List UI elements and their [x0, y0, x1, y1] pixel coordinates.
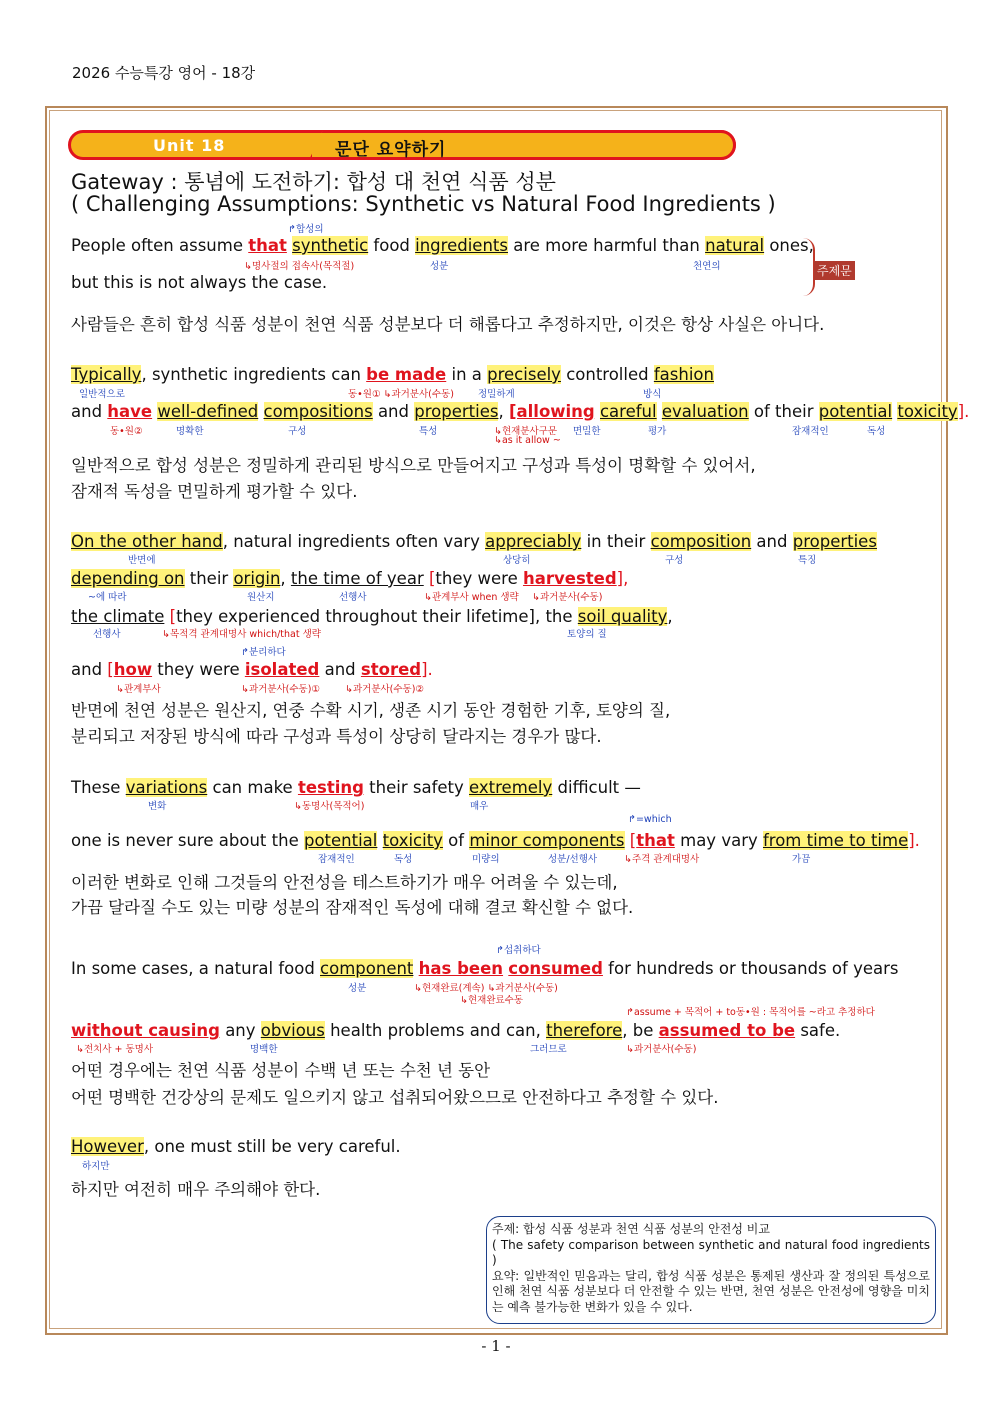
korean-translation: 일반적으로 합성 성분은 정밀하게 관리된 방식으로 만들어지고 구성과 특성이 명확할 수 있어서,	[71, 456, 756, 475]
text: safe.	[795, 1021, 841, 1040]
text-key: consumed	[508, 959, 603, 978]
text: , one must still be very careful.	[143, 1137, 401, 1156]
sentence-line	[71, 1137, 401, 1156]
text-highlight: However	[71, 1137, 144, 1156]
text-key: without causing	[71, 1021, 220, 1040]
text: and	[71, 660, 108, 679]
sentence-line	[71, 365, 714, 384]
annotation: 하지만	[82, 1161, 110, 1172]
annotation: 동•원②	[110, 426, 143, 437]
text: ones,	[764, 236, 814, 255]
text: food	[368, 236, 416, 255]
text: and	[751, 532, 793, 551]
sentence-line: but this is not always the case.	[71, 273, 328, 292]
text: and	[319, 660, 361, 679]
text-underline: the climate	[71, 607, 165, 626]
text: their safety	[363, 778, 470, 797]
text: they experienced throughout their lifetime	[176, 607, 529, 626]
annotation: ↳명사절의 접속사(목적절)	[244, 261, 355, 272]
text-key: stored	[360, 660, 422, 679]
annotation: 선행사	[93, 629, 121, 640]
annotation: ↱=which	[628, 814, 672, 825]
annotation: ↳목적격 관계대명사 which/that 생략	[162, 629, 321, 640]
text-highlight: properties	[792, 532, 877, 551]
annotation: ~에 따라	[88, 592, 127, 603]
text-key: have	[107, 402, 153, 421]
annotation: 면밀한	[573, 426, 601, 437]
text-highlight: toxicity	[897, 402, 958, 421]
annotation: 명확한	[176, 426, 204, 437]
annotation: ↳관계부사	[116, 684, 161, 695]
text-highlight: appreciably	[485, 532, 582, 551]
text-bracket: ].	[908, 831, 920, 850]
text: they were	[435, 569, 523, 588]
text-key: testing	[297, 778, 364, 797]
summary-box	[486, 1216, 936, 1324]
text: , be	[622, 1021, 659, 1040]
topic-sentence-tag: 주제문	[814, 261, 855, 280]
text: People often assume	[71, 236, 249, 255]
text-highlight: careful	[599, 402, 657, 421]
text-highlight: minor components	[469, 831, 625, 850]
annotation: ↳과거분사(수동)①	[241, 684, 320, 695]
sentence-line	[71, 778, 641, 797]
annotation: 방식	[643, 389, 662, 400]
text-highlight: component	[320, 959, 414, 978]
text: and	[71, 402, 108, 421]
text-highlight: On the other hand	[71, 532, 223, 551]
gateway-subtitle: ( Challenging Assumptions: Synthetic vs Natural Food Ingredients )	[71, 192, 776, 216]
text: health problems and can,	[324, 1021, 547, 1040]
annotation: 독성	[867, 426, 886, 437]
text: ], the	[528, 607, 578, 626]
text: they were	[152, 660, 245, 679]
text: are more harmful than	[507, 236, 706, 255]
text-highlight: variations	[125, 778, 208, 797]
text: for hundreds or thousands of years	[602, 959, 899, 978]
annotation: 가끔	[792, 854, 811, 865]
text: ,	[667, 607, 673, 626]
annotation: 성분	[348, 983, 367, 994]
korean-translation: 가끔 달라질 수도 있는 미량 성분의 잠재적인 독성에 대해 결코 확신할 수 없다.	[71, 898, 634, 917]
annotation: ↳관계부사 when 생략	[424, 592, 519, 603]
text-highlight: extremely	[469, 778, 553, 797]
text-highlight: fashion	[653, 365, 714, 384]
annotation: ↱섭취하다	[496, 945, 541, 956]
unit-banner	[68, 130, 736, 160]
annotation: ↳as it allow ~	[494, 435, 561, 446]
text-key: isolated	[244, 660, 320, 679]
summary-topic-english: ( The safety comparison between synthetic and natural food ingredients )	[492, 1237, 930, 1267]
text-bracket: ].	[421, 660, 433, 679]
text-bracket: [	[428, 569, 436, 588]
text-highlight: synthetic	[292, 236, 369, 255]
annotation: 선행사	[339, 592, 367, 603]
text-bracket: ].	[957, 402, 970, 421]
sentence-line	[71, 236, 814, 255]
text-highlight: Typically	[71, 365, 142, 384]
annotation: 성분	[430, 261, 449, 272]
text-bracket: [	[107, 660, 114, 679]
text-highlight: ingredients	[415, 236, 508, 255]
annotation: ↱분리하다	[241, 647, 286, 658]
sentence-line	[71, 607, 673, 626]
gateway-title: Gateway : 통념에 도전하기: 합성 대 천연 식품 성분	[71, 170, 556, 194]
text-highlight: precisely	[487, 365, 561, 384]
annotation: 정밀하게	[478, 389, 515, 400]
unit-title: 문단 요약하기	[335, 140, 447, 160]
annotation: 상당히	[503, 555, 531, 566]
text: , natural ingredients often vary	[222, 532, 486, 551]
korean-translation: 반면에 천연 성분은 원산지, 연중 수확 시기, 생존 시기 동안 경험한 기후, 토양의 질,	[71, 701, 671, 720]
annotation: ↳현재분사구문	[494, 426, 558, 437]
text: one is never sure about the	[71, 831, 304, 850]
summary-topic: 주제: 합성 식품 성분과 천연 식품 성분의 안전성 비교	[492, 1222, 770, 1236]
annotation: 특징	[798, 555, 817, 566]
annotation: 명백한	[250, 1044, 278, 1055]
annotation: 천연의	[693, 261, 721, 272]
text-highlight: evaluation	[661, 402, 749, 421]
annotation: 평가	[648, 426, 667, 437]
korean-translation: 이러한 변화로 인해 그것들의 안전성을 테스트하기가 매우 어려울 수 있는데,	[71, 873, 618, 892]
text-underline: the time of year	[290, 569, 424, 588]
annotation: ↳과거분사(수동)②	[345, 684, 424, 695]
text-highlight: well-defined	[157, 402, 259, 421]
unit-label: Unit 18	[153, 136, 226, 155]
text-key: how	[113, 660, 153, 679]
text-highlight: potential	[303, 831, 378, 850]
text-highlight: potential	[818, 402, 893, 421]
text-key: harvested	[522, 569, 617, 588]
annotation: ↱합성의	[288, 224, 324, 235]
sentence-line	[71, 959, 899, 978]
text-key: that	[636, 831, 675, 850]
text	[377, 831, 382, 850]
sentence-line	[71, 831, 920, 850]
text-highlight: toxicity	[382, 831, 443, 850]
annotation: ↳현재완료수동	[460, 995, 524, 1006]
korean-translation: 잠재적 독성을 면밀하게 평가할 수 있다.	[71, 482, 358, 501]
annotation: ↳과거분사(수동)	[532, 592, 603, 603]
text-highlight: natural	[705, 236, 765, 255]
text-bracket: [	[629, 831, 637, 850]
annotation: 구성	[665, 555, 684, 566]
annotation: 잠재적인	[792, 426, 829, 437]
annotation: 원산지	[247, 592, 275, 603]
text-highlight: therefore	[546, 1021, 623, 1040]
text-bracket: ],	[616, 569, 629, 588]
korean-translation: 사람들은 흔히 합성 식품 성분이 천연 식품 성분보다 더 해롭다고 추정하지만, 이것은 항상 사실은 아니다.	[71, 315, 825, 334]
annotation: 미량의	[472, 854, 500, 865]
annotation: ↳동명사(목적어)	[294, 801, 365, 812]
text: These	[71, 778, 126, 797]
text-bracket: [	[169, 607, 177, 626]
text-highlight: properties	[414, 402, 499, 421]
text	[258, 402, 263, 421]
text-key: [allowing	[508, 402, 595, 421]
sentence-line	[71, 532, 877, 551]
text-highlight: obvious	[260, 1021, 325, 1040]
text-key: has been	[418, 959, 504, 978]
annotation: 일반적으로	[79, 389, 125, 400]
annotation: 잠재적인	[318, 854, 355, 865]
annotation: 특성	[419, 426, 438, 437]
text: can make	[207, 778, 298, 797]
text: may vary	[674, 831, 763, 850]
text-key: that	[248, 236, 287, 255]
text: of their	[748, 402, 819, 421]
text: ,	[498, 402, 509, 421]
text-key: be made	[366, 365, 447, 384]
annotation: 동•원① ↳과거분사(수동)	[348, 389, 454, 400]
text: difficult —	[552, 778, 641, 797]
text: controlled	[560, 365, 654, 384]
text: any	[219, 1021, 261, 1040]
text: , synthetic ingredients can	[141, 365, 367, 384]
text-highlight: from time to time	[762, 831, 909, 850]
text: in their	[581, 532, 651, 551]
sentence-line	[71, 402, 969, 421]
annotation: ↱assume + 목적어 + to동•원 : 목적어를 ~라고 추정하다	[626, 1007, 875, 1018]
text-highlight: soil quality	[577, 607, 668, 626]
sentence-line	[71, 569, 628, 588]
annotation: ↳현재완료(계속) ↳과거분사(수동)	[414, 983, 558, 994]
annotation: 매우	[470, 801, 489, 812]
korean-translation: 어떤 명백한 건강상의 문제도 일으키지 않고 섭취되어왔으므로 안전하다고 추정할 수 있다.	[71, 1088, 719, 1107]
korean-translation: 어떤 경우에는 천연 식품 성분이 수백 년 또는 수천 년 동안	[71, 1061, 491, 1080]
annotation: ↳과거분사(수동)	[626, 1044, 697, 1055]
text-highlight: depending on	[71, 569, 185, 588]
text-highlight: origin	[233, 569, 281, 588]
annotation: 독성	[394, 854, 413, 865]
text: In some cases, a natural food	[71, 959, 321, 978]
text: in a	[446, 365, 488, 384]
annotation: 그러므로	[530, 1044, 567, 1055]
text-highlight: composition	[650, 532, 752, 551]
text-key: assumed to be	[658, 1021, 796, 1040]
annotation: 반면에	[128, 555, 156, 566]
annotation: ↳전치사 + 동명사	[76, 1044, 154, 1055]
page-number: - 1 -	[481, 1337, 511, 1355]
sentence-line	[71, 660, 433, 679]
summary-text: 요약: 일반적인 믿음과는 달리, 합성 식품 성분은 통제된 생산과 잘 정의된 특성으로 인해 천연 식품 성분보다 더 안전할 수 있는 반면, 천연 성분은 안전성에 영향을 미치는 예측 불가능한 변화가 있을 수 있다.	[492, 1268, 930, 1314]
korean-translation: 분리되고 저장된 방식에 따라 구성과 특성이 상당히 달라지는 경우가 많다.	[71, 727, 602, 746]
text: and	[372, 402, 415, 421]
text: their	[184, 569, 234, 588]
annotation: 토양의 질	[567, 629, 607, 640]
korean-translation: 하지만 여전히 매우 주의해야 한다.	[71, 1180, 321, 1199]
text: of	[442, 831, 470, 850]
annotation: 구성	[288, 426, 307, 437]
annotation: ↳주격 관계대명사	[624, 854, 700, 865]
sentence-line	[71, 1021, 840, 1040]
annotation: 변화	[148, 801, 167, 812]
text-highlight: compositions	[263, 402, 373, 421]
annotation: 성분/선행사	[548, 854, 598, 865]
page-header: 2026 수능특강 영어 - 18강	[72, 64, 256, 82]
text: ,	[280, 569, 291, 588]
